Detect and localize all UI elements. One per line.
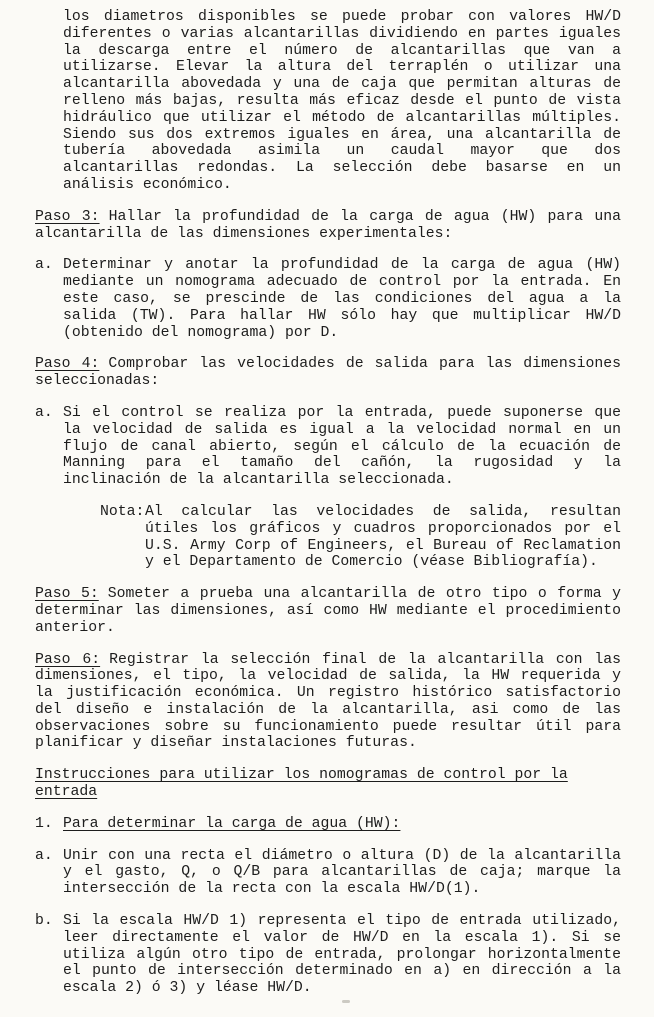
paso-4-paragraph — [35, 356, 621, 390]
paso-5-label: Paso 5: — [35, 586, 99, 603]
paso-4-text: Comprobar las velocidades de salida para las dimensiones seleccionadas: — [35, 356, 621, 390]
paso-4-label: Paso 4: — [35, 356, 100, 373]
paso-4-item-a — [35, 405, 621, 489]
paso-3-paragraph — [35, 209, 621, 243]
nota-label: Nota: — [100, 503, 145, 520]
paso-4-item-a-label: a. — [35, 404, 53, 421]
paso-5-paragraph — [35, 586, 621, 636]
section-heading — [35, 767, 621, 801]
instr-item-a — [35, 848, 621, 898]
numbered-item-1-label: 1. — [35, 815, 53, 832]
instr-item-b-label: b. — [35, 913, 53, 930]
instr-item-a-text: Unir con una recta el diámetro o altura (D) de la alcantarilla y el gasto, Q, o Q/B para alcantarillas de caja; marque la intersección de la recta con la escala HW/D(1). — [63, 847, 621, 898]
instr-item-b — [35, 913, 621, 997]
paso-4-item-a-text: Si el control se realiza por la entrada, puede suponerse que la velocidad de salida es igual a la velocidad normal en un flujo de canal abierto, según el cálculo de la ecuación de Manning para el tamaño del cañón, la rugosidad y la inclinación de la alcantarilla seleccionada. — [63, 404, 621, 489]
paso-6-label: Paso 6: — [35, 651, 101, 668]
section-heading-text: Instrucciones para utilizar los nomogramas de control por la entrada — [35, 767, 568, 801]
paso-6-text: Registrar la selección final de la alcantarilla con las dimensiones, el tipo, la velocidad de salida, la HW requerida y la justificación económica. Un registro histórico satisfactorio del diseño e instalación de la alcantarilla, asi como de las observaciones sobre su funcionamiento puede resultar útil para planificar y diseñar instalaciones futuras. — [35, 651, 621, 752]
numbered-item-1-text: Para determinar la carga de agua (HW): — [63, 815, 401, 832]
paso-3-item-a-text: Determinar y anotar la profundidad de la carga de agua (HW) mediante un nomograma adecuado de control por la entrada. En este caso, se prescinde de las condiciones del agua a la salida (TW). Para hallar HW sólo hay que multiplicar HW/D (obtenido del nomograma) por D. — [63, 257, 621, 341]
paso-3-item-a-label: a. — [35, 257, 53, 274]
nota-paragraph — [100, 504, 621, 571]
paso-3-item-a — [35, 257, 621, 341]
paso-3-label: Paso 3: — [35, 208, 100, 225]
paso-6-paragraph — [35, 652, 621, 753]
nota-text: Al calcular las velocidades de salida, resultan útiles los gráficos y cuadros proporcionados por el U.S. Army Corp of Engineers, el Bureau of Reclamation y el Departamento de Comercio (véase Bibliografía). — [145, 503, 621, 571]
paso-5-text: Someter a prueba una alcantarilla de otro tipo o forma y determinar las dimensiones, así como HW mediante el procedimiento anterior. — [35, 586, 621, 636]
instr-item-b-text: Si la escala HW/D 1) representa el tipo de entrada utilizado, leer directamente el valor de HW/D en la escala 1). Si se utiliza algún otro tipo de entrada, prolongar horizontalmente el punto de intersección determinado en a) en dirección a la escala 2) ó 3) y léase HW/D. — [63, 913, 621, 997]
numbered-item-1 — [35, 816, 621, 833]
paso-3-text: Hallar la profundidad de la carga de agua (HW) para una alcantarilla de las dimensiones experimentales: — [35, 208, 621, 242]
scan-artifact — [342, 1000, 350, 1003]
instr-item-a-label: a. — [35, 847, 53, 864]
intro-paragraph: los diametros disponibles se puede probar con valores HW/D diferentes o varias alcantarillas dividiendo en partes iguales la descarga entre el número de alcantarillas que van a utilizarse. Elevar la altura del terraplén o utilizar una alcantarilla abovedada y una de caja que permitan alturas de relleno más bajas, resulta más eficaz desde el punto de vista hidráulico que utilizar el método de alcantarillas múltiples. Siendo sus dos extremos iguales en área, una alcantarilla de tubería abovedada asimila un caudal mayor que dos alcantarillas redondas. La selección debe basarse en un análisis económico. — [63, 9, 621, 193]
